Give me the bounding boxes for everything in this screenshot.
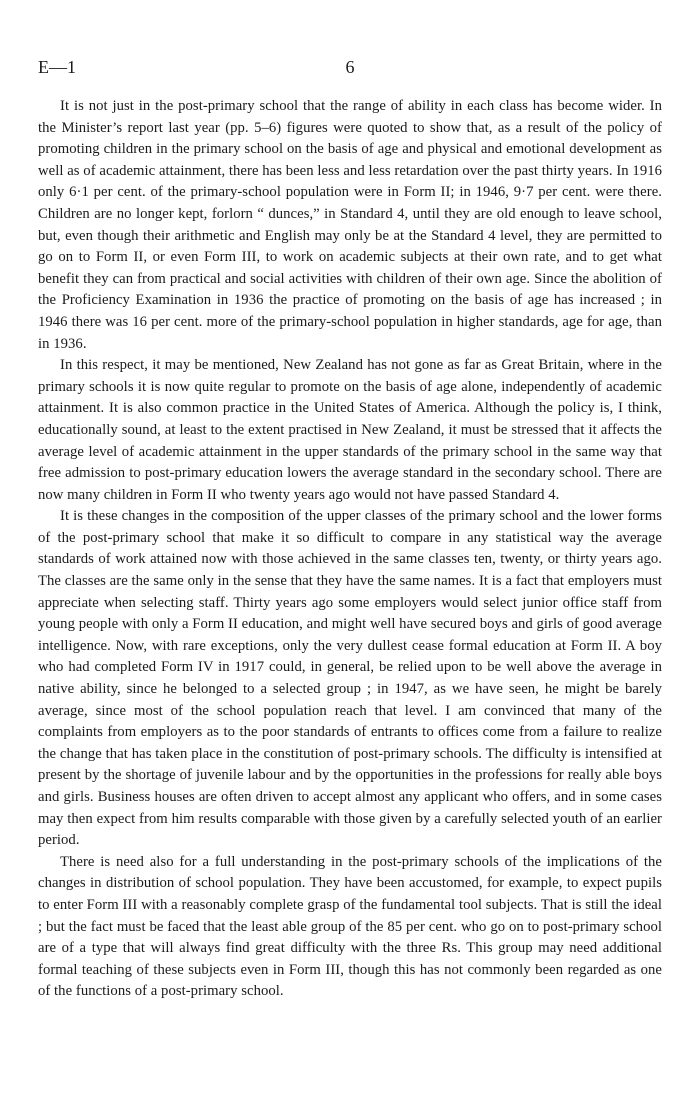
paragraph-1: It is not just in the post-primary school that the range of ability in each class has become wider. In the Minister’s report last year (pp. 5–6) figures were quoted to show that, as a result of the policy of promoting children in the primary school on the basis of age and physical and emotional development as well as of academic attainment, there has been less and less retardation over the past thirty years. In 1916 only 6·1 per cent. of the primary-school population were in Form II; in 1946, 9·7 per cent. were there. Children are no longer kept, forlorn “ dunces,” in Standard 4, until they are old enough to leave school, but, even though their arithmetic and English may only be at the Standard 4 level, they are permitted to go on to Form II, or even Form III, to work on academic subjects at their own rate, and to get what benefit they can from practical and social activities with children of their own age. Since the abolition of the Proficiency Examination in 1936 the practice of promoting on the basis of age has increased ; in 1946 there was 16 per cent. more of the primary-school population in higher standards, age for age, than in 1936. xyxy=(38,98,662,352)
page-number: 6 xyxy=(345,57,355,77)
paragraph-3: It is these changes in the composition of the upper classes of the primary school and the lower forms of the post-primary school that make it so difficult to compare in any statistical way the average standards of work attained now with those achieved in the same classes ten, twenty, or thirty years ago. The classes are the same only in the sense that they have the same names. It is a fact that employers must appreciate when selecting staff. Thirty years ago some employers would select junior office staff from young people with only a Form II education, and might well have secured boys and girls of good average intelligence. Now, with rare exceptions, only the very dullest cease formal education at Form II. A boy who had completed Form IV in 1917 could, in general, be relied upon to be well above the average in native ability, since he belonged to a selected group ; in 1947, as we have seen, he might be barely average, since most of the school population reach that level. I am convinced that many of the complaints from employers as to the poor standards of entrants to offices come from a failure to realize the change that has taken place in the constitution of post-primary schools. The difficulty is intensified at present by the shortage of juvenile labour and by the opportunities in the professions for really able boys and girls. Business houses are often driven to accept almost any applicant who offers, and in some cases may then expect from him results comparable with those given by a carefully selected youth of an earlier period. xyxy=(38,508,662,849)
page-header xyxy=(38,57,662,79)
paragraph-4: There is need also for a full understanding in the post-primary schools of the implications of the changes in distribution of school population. They have been accustomed, for example, to expect pupils to enter Form III with a reasonably complete grasp of the fundamental tool subjects. That is still the ideal ; but the fact must be faced that the least able group of the 85 per cent. who go on to post-primary school are of a type that will always find great difficulty with the three Rs. This group may need additional formal teaching of these subjects even in Form III, though this has not commonly been regarded as one of the functions of a post-primary school. xyxy=(38,853,662,1000)
paragraph-2: In this respect, it may be mentioned, New Zealand has not gone as far as Great Britain, where in the primary schools it is now quite regular to promote on the basis of age alone, independently of academic attainment. It is also common practice in the United States of America. Although the policy is, I think, educationally sound, at least to the extent practised in New Zealand, it must be stressed that it affects the average level of academic attainment in the upper standards of the primary school in the same way that free admission to post-primary education lowers the average standard in the secondary school. There are now many children in Form II who twenty years ago would not have passed Standard 4. xyxy=(38,357,662,503)
body-text xyxy=(38,96,662,1003)
document-code: E—1 xyxy=(38,57,76,77)
